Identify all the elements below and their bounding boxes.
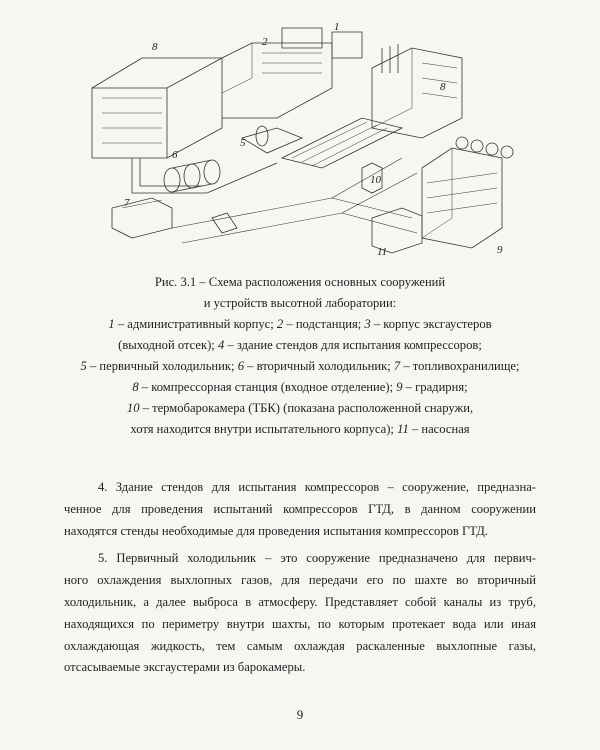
figure-label-10: 10 (370, 174, 381, 186)
legend-text: – здание стендов для испытания компрессоров; (224, 338, 482, 352)
paragraph-5 (64, 548, 536, 679)
caption-legend-line-3 (40, 314, 560, 335)
caption-title-line-1: Рис. 3.1 – Схема расположения основных сооружений (154, 275, 446, 289)
caption-legend-line-6 (40, 377, 560, 398)
legend-text: – термобарокамера (ТБК) (показана расположенной снаружи, (139, 401, 474, 415)
legend-text: – административный корпус; (114, 317, 277, 331)
legend-text: – подстанция; (283, 317, 365, 331)
legend-number: 2 (276, 317, 284, 331)
paragraph-line: ного охлаждения выхлопных газов, для передачи его по шахте во вторичный (64, 573, 536, 588)
figure-label-8: 8 (440, 81, 446, 93)
paragraph-line: холодильник, а далее выброса в атмосферу. Представляет собой каналы из труб, (64, 594, 536, 609)
figure-label-6: 6 (172, 149, 178, 161)
paragraph-line: находятся стенды необходимые для проведения испытания компрессоров ГТД. (64, 523, 488, 538)
page-number: 9 (296, 707, 304, 722)
lab-layout-drawing (72, 18, 528, 258)
figure-label-11: 11 (377, 246, 388, 258)
lab-layout-figure (72, 18, 528, 258)
legend-number: 5 (80, 359, 87, 373)
legend-text: – корпус эксгаустеров (370, 317, 492, 331)
figure-label-9: 9 (497, 244, 503, 256)
legend-text: – первичный холодильник; (86, 359, 238, 373)
legend-number: 9 (396, 380, 403, 394)
paragraph-line: 4. Здание стендов для испытания компрессоров – сооружение, предназна- (98, 480, 536, 494)
legend-text: – топливохранилище; (400, 359, 520, 373)
caption-legend-line-5 (40, 356, 560, 377)
paragraph-4 (64, 477, 536, 542)
caption-legend-line-8 (40, 419, 560, 440)
figure-label-3: 8 (152, 41, 158, 53)
legend-number: 3 (364, 317, 371, 331)
legend-number: 4 (217, 338, 225, 352)
paragraph-line: охлаждающая жидкость, тем самым охлаждая раскаленные выхлопные газы, (64, 638, 536, 653)
caption-title-line-2: и устройств высотной лаборатории: (203, 296, 397, 310)
figure-label-1: 1 (334, 21, 340, 33)
figure-caption (40, 272, 560, 440)
figure-label-2: 2 (262, 36, 268, 48)
legend-number: 7 (393, 359, 401, 373)
paragraph-line: ченное для проведения испытаний компрессоров ГТД, в данном сооружении (64, 501, 536, 516)
legend-number: 6 (237, 359, 244, 373)
legend-number: 8 (132, 380, 139, 394)
legend-text: (выходной отсек); (118, 338, 218, 352)
caption-legend-line-4 (40, 335, 560, 356)
legend-text: – насосная (408, 422, 470, 436)
legend-number: 11 (397, 422, 409, 436)
legend-text: хотя находится внутри испытательного корпуса); (130, 422, 398, 436)
figure-label-5: 5 (240, 137, 246, 149)
legend-text: – вторичный холодильник; (243, 359, 394, 373)
legend-number: 1 (108, 317, 115, 331)
legend-text: – компрессорная станция (входное отделение); (138, 380, 397, 394)
legend-text: – градирня; (402, 380, 468, 394)
paragraph-line: находящихся по периметру внутри шахты, по которым протекает вода или иная (64, 616, 536, 631)
figure-label-7: 7 (124, 197, 130, 209)
legend-number: 10 (126, 401, 140, 415)
paragraph-line: отсасываемые эксгаустерами из барокамеры. (64, 660, 306, 675)
body-text (64, 477, 536, 685)
paragraph-line: 5. Первичный холодильник – это сооружение предназначено для первич- (98, 551, 536, 566)
caption-legend-line-7 (40, 398, 560, 419)
